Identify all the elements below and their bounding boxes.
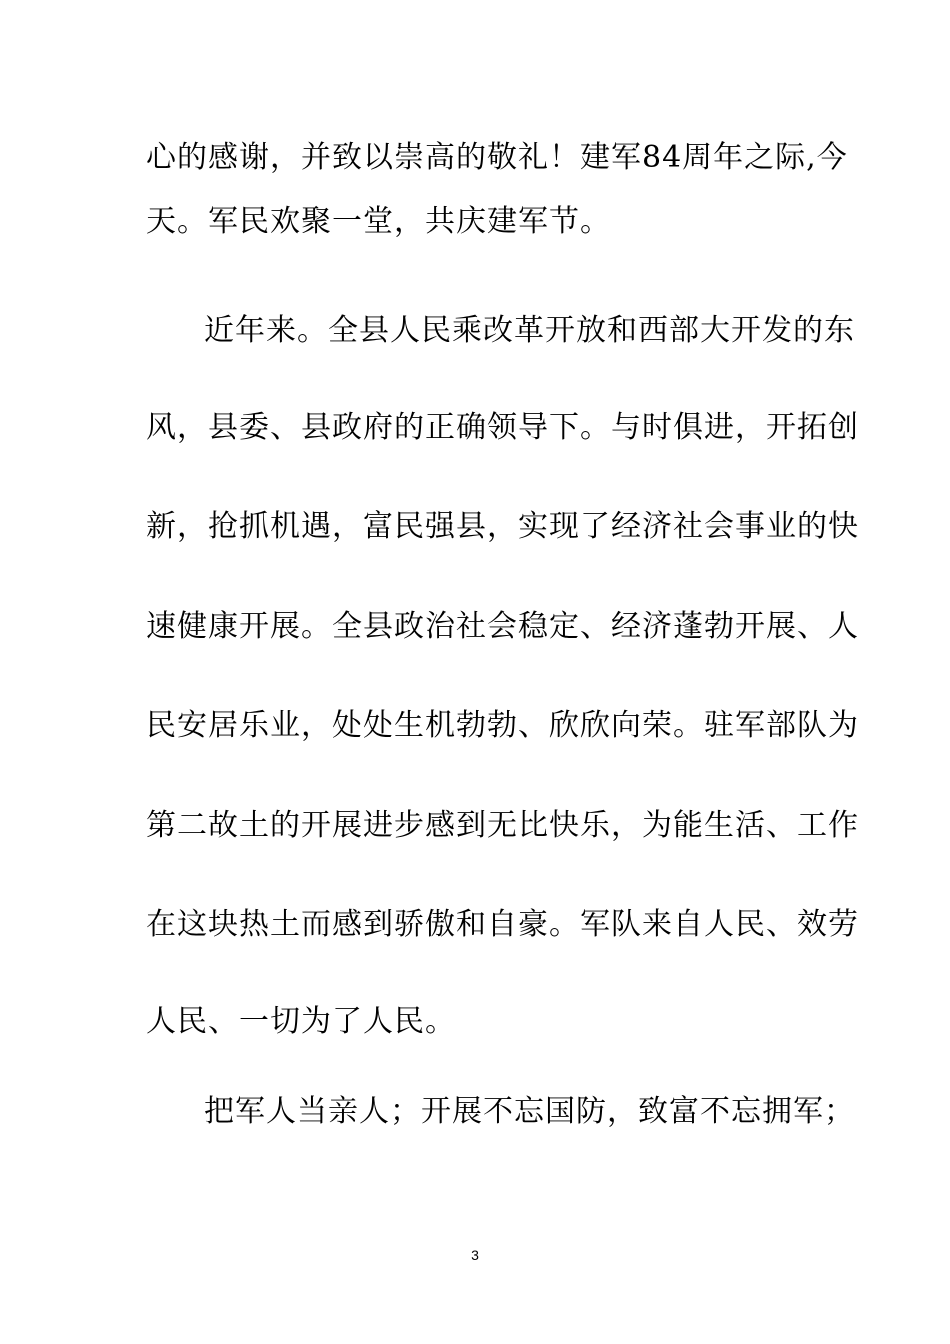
text-line: 民安居乐业，处处生机勃勃、欣欣向荣。驻军部队为 bbox=[146, 708, 859, 743]
text-line: 速健康开展。全县政治社会稳定、经济蓬勃开展、人 bbox=[146, 609, 859, 644]
paragraph-first-line: 把军人当亲人；开展不忘国防，致富不忘拥军； bbox=[204, 1094, 855, 1129]
text-line: 天。军民欢聚一堂，共庆建军节。 bbox=[146, 204, 611, 239]
text-line: 风，县委、县政府的正确领导下。与时俱进，开拓创 bbox=[146, 410, 859, 445]
text-line: 人民、一切为了人民。 bbox=[146, 1004, 456, 1039]
text-line: 第二故土的开展进步感到无比快乐，为能生活、工作 bbox=[146, 808, 859, 843]
paragraph-first-line: 近年来。全县人民乘改革开放和西部大开发的东 bbox=[204, 313, 855, 348]
page-number: 3 bbox=[471, 1247, 479, 1263]
text-line: 新，抢抓机遇，富民强县，实现了经济社会事业的快 bbox=[146, 509, 859, 544]
text-line: 心的感谢，并致以崇高的敬礼！建军84周年之际,今 bbox=[146, 140, 848, 175]
text-line: 在这块热土而感到骄傲和自豪。军队来自人民、效劳 bbox=[146, 907, 859, 942]
